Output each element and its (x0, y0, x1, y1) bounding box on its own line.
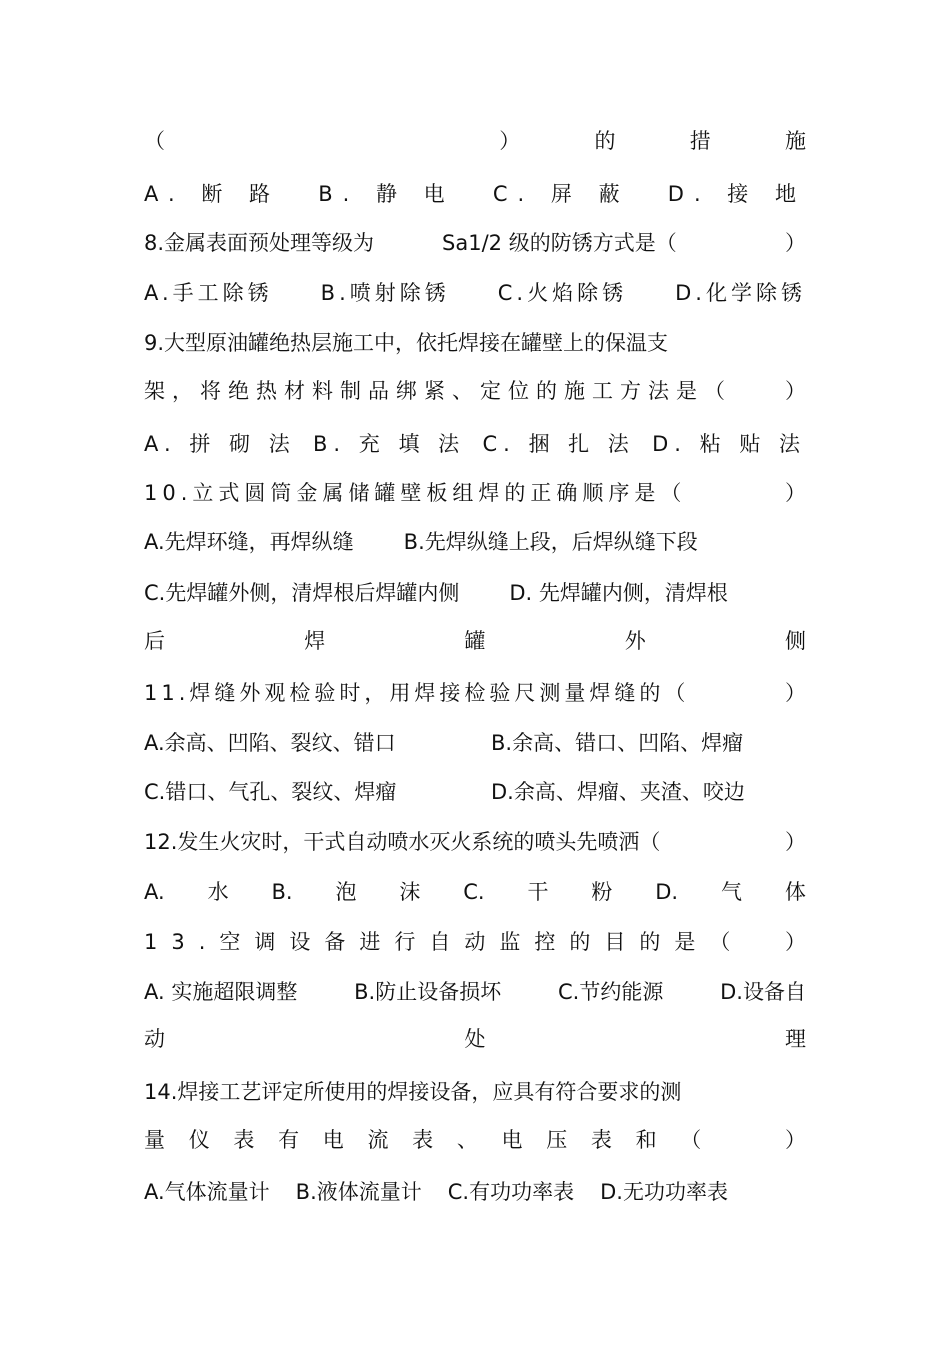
question-line (144, 925, 806, 959)
text-segment: 水 (207, 880, 229, 904)
answer-bracket-close: ） (785, 681, 806, 705)
answer-bracket-close: ） (784, 1128, 806, 1152)
option-d: D. 粘 贴 法 (652, 432, 806, 456)
option-b: B. 充 填 法 (313, 432, 466, 456)
text-segment: 沫 (399, 880, 421, 904)
options-line-cont (144, 624, 806, 658)
text-segment: 气 (720, 880, 742, 904)
option-b: B.余高、错口、凹陷、焊瘤 (491, 731, 744, 755)
question-line (144, 226, 806, 260)
text-segment: 焊 (304, 629, 326, 653)
option-a: A.手工除锈 (144, 281, 273, 305)
option-c: C.有功功率表 (447, 1180, 575, 1204)
text-segment: 处 (464, 1027, 486, 1051)
text-segment: 表 (590, 1128, 612, 1152)
option-a: A.先焊环缝，再焊纵缝 (144, 530, 354, 554)
text-segment: 外 (624, 629, 646, 653)
option-c-letter: C. (463, 880, 485, 904)
text-segment: 有 (278, 1128, 300, 1152)
text-segment: 理 (785, 1027, 806, 1051)
text-segment: 动 (144, 1027, 165, 1051)
options-line (144, 525, 806, 559)
question-10-stem: 10.立式圆筒金属储罐壁板组焊的正确顺序是（ (144, 481, 687, 505)
text-segment: 侧 (785, 629, 806, 653)
answer-bracket-close: ） (785, 231, 806, 255)
answer-bracket-close: ） (785, 830, 806, 854)
text-segment: 措 (689, 129, 711, 153)
question-11-stem: 11.焊缝外观检验时，用焊接检验尺测量焊缝的（ (144, 681, 690, 705)
option-b: B.喷射除锈 (320, 281, 450, 305)
question-8-stem-cont: Sa1/2 级的防锈方式是（ (442, 231, 677, 255)
text-segment: 干 (527, 880, 549, 904)
question-line (144, 326, 806, 360)
option-d-letter: D. (655, 880, 679, 904)
options-line-cont (144, 1022, 806, 1056)
question-9-stem: 9.大型原油罐绝热层施工中，依托焊接在罐壁上的保温支 (144, 331, 669, 355)
question-12-stem: 12.发生火灾时，干式自动喷水灭火系统的喷头先喷洒（ (144, 830, 661, 854)
text-segment: 、 (456, 1128, 478, 1152)
option-a: A.余高、凹陷、裂纹、错口 (144, 731, 396, 755)
option-a: A.气体流量计 (144, 1180, 270, 1204)
option-d: D.余高、焊瘤、夹渣、咬边 (491, 780, 745, 804)
answer-bracket-close: ） (785, 481, 806, 505)
text-segment: 压 (546, 1128, 568, 1152)
question-14-stem: 14.焊接工艺评定所使用的焊接设备，应具有符合要求的测 (144, 1080, 682, 1104)
text-segment: 流 (367, 1128, 389, 1152)
text-segment: 施 (785, 129, 806, 153)
question-line (144, 374, 806, 408)
text-segment: 电 (501, 1128, 523, 1152)
question-13-stem: 13.空调设备进行自动监控的目的是（ (144, 930, 745, 954)
question-line (144, 825, 806, 859)
options-line (144, 427, 806, 461)
text-segment: （ (680, 1128, 702, 1152)
text-segment: 表 (412, 1128, 434, 1152)
text-segment: 和 (635, 1128, 657, 1152)
options-line (144, 276, 806, 310)
text-segment: （ (144, 129, 165, 153)
text-segment: 量 (144, 1128, 165, 1152)
question-line (144, 476, 806, 510)
option-c: C.节约能源 (558, 980, 664, 1004)
options-line (144, 177, 806, 211)
option-d: D.设备自 (720, 980, 806, 1004)
options-line (144, 576, 806, 610)
option-c: C.错口、气孔、裂纹、焊瘤 (144, 780, 397, 804)
text-line (144, 124, 806, 158)
text-segment: 的 (594, 129, 616, 153)
option-a: A. 拼 砌 法 (144, 432, 296, 456)
option-a: A. 断 路 (144, 182, 281, 206)
answer-bracket-close: ） (785, 379, 806, 403)
text-segment: 电 (322, 1128, 344, 1152)
question-8-stem: 8.金属表面预处理等级为 (144, 231, 375, 255)
option-b-letter: B. (271, 880, 293, 904)
text-segment: 仪 (188, 1128, 210, 1152)
question-line (144, 1123, 806, 1157)
options-line (144, 975, 806, 1009)
option-c: C. 屏 蔽 (492, 182, 630, 206)
option-a: A. 实施超限调整 (144, 980, 298, 1004)
options-line (144, 726, 806, 760)
option-c: C.火焰除锈 (497, 281, 628, 305)
option-d: D. 先焊罐内侧，清焊根 (509, 581, 728, 605)
question-9-stem-cont: 架，将绝热材料制品绑紧、定位的施工方法是（ (144, 379, 732, 403)
option-c: C.先焊罐外侧，清焊根后焊罐内侧 (144, 581, 460, 605)
option-d: D.无功功率表 (600, 1180, 728, 1204)
option-b: B.先焊纵缝上段，后焊纵缝下段 (403, 530, 698, 554)
text-segment: 体 (784, 880, 806, 904)
text-segment: 罐 (464, 629, 486, 653)
question-line (144, 676, 806, 710)
question-line (144, 1075, 806, 1109)
option-b: B.液体流量计 (295, 1180, 422, 1204)
options-line (144, 775, 806, 809)
option-d: D. 接 地 (667, 182, 806, 206)
text-segment: 泡 (335, 880, 357, 904)
answer-bracket-close: ） (785, 930, 806, 954)
option-a-letter: A. (144, 880, 165, 904)
option-d: D.化学除锈 (675, 281, 806, 305)
option-b: B. 静 电 (318, 182, 455, 206)
text-segment: 后 (144, 629, 165, 653)
option-b: B.防止设备损坏 (354, 980, 502, 1004)
option-c: C. 捆 扎 法 (482, 432, 635, 456)
text-segment: ） (499, 129, 521, 153)
text-segment: 表 (233, 1128, 255, 1152)
options-line (144, 875, 806, 909)
options-line (144, 1175, 806, 1209)
text-segment: 粉 (591, 880, 613, 904)
